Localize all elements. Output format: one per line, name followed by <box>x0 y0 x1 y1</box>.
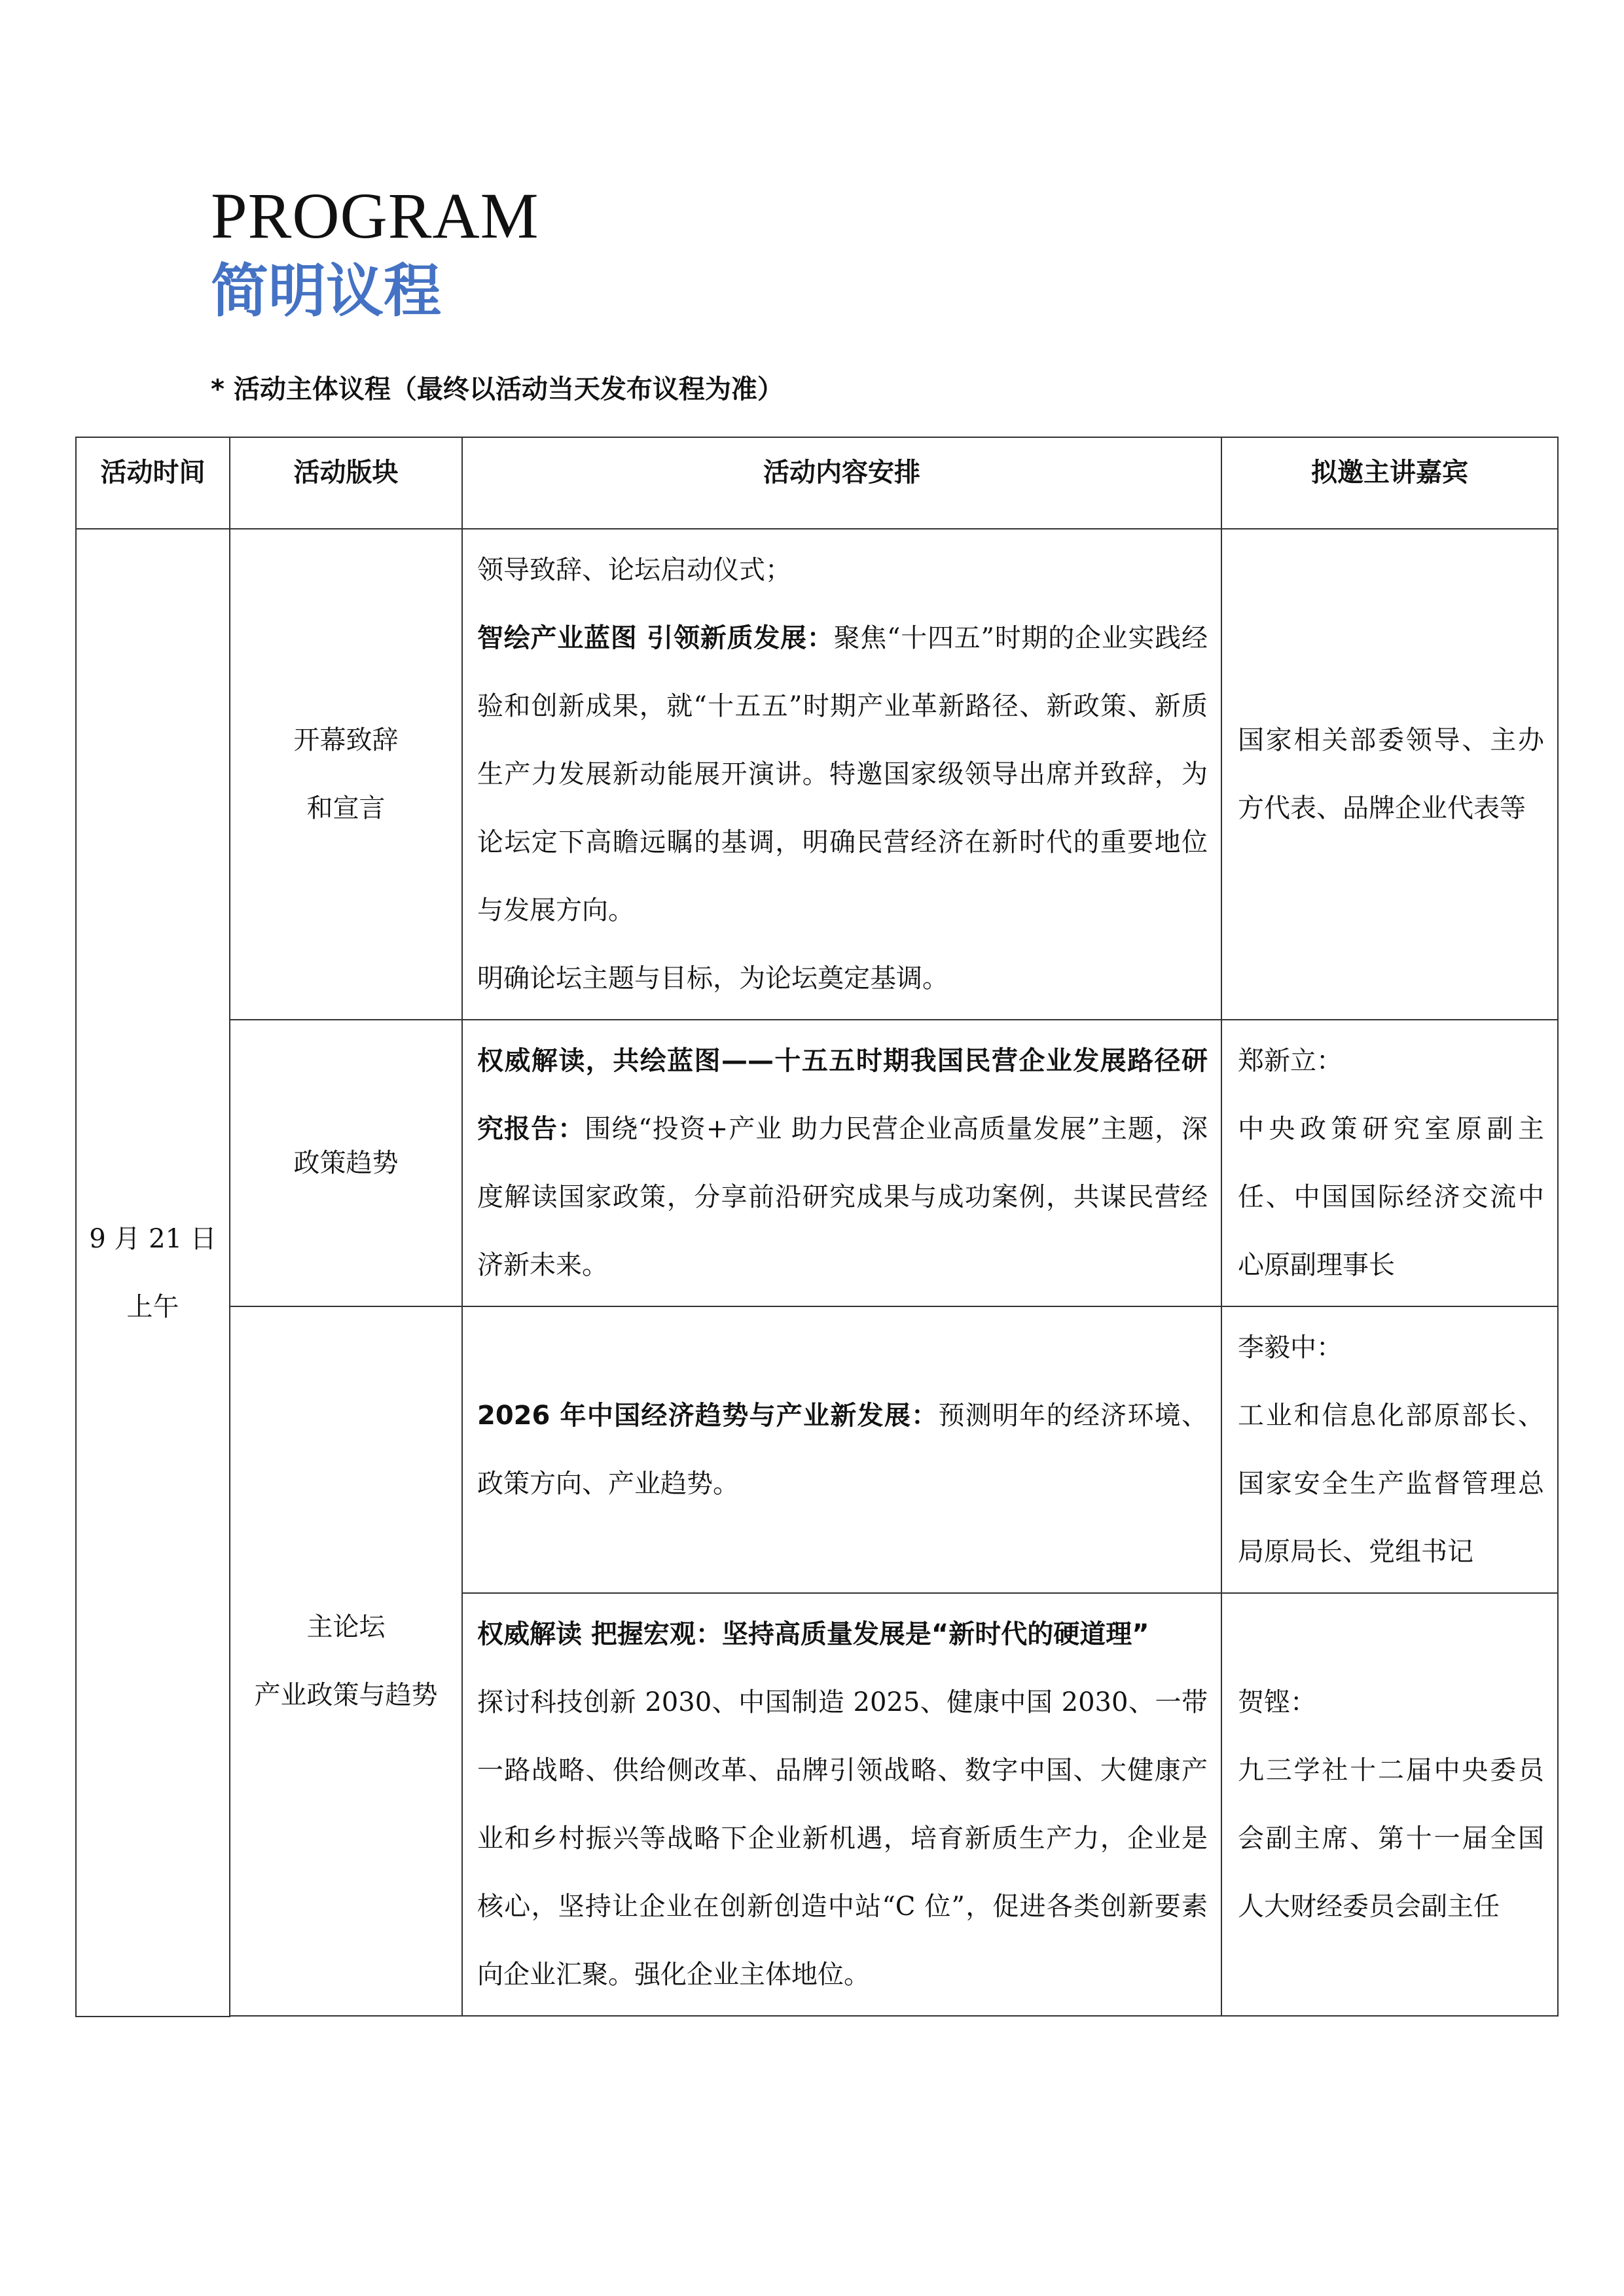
section-label: 和宣言 <box>306 793 386 823</box>
time-date: 9 月 21 日 <box>89 1223 217 1254</box>
section-cell <box>230 1020 462 1306</box>
guest-cell <box>1221 529 1558 1020</box>
content-cell <box>462 1020 1221 1306</box>
content-text: 领导致辞、论坛启动仪式； <box>477 555 791 585</box>
content-heading: 2026 年中国经济趋势与产业新发展： <box>477 1401 939 1431</box>
guest-cell <box>1221 1593 1558 2016</box>
content-heading: 权威解读 把握宏观：坚持高质量发展是“新时代的硬道理” <box>477 1619 1149 1649</box>
guest-title: 工业和信息化部原部长、国家安全生产监督管理总局原局长、党组书记 <box>1238 1401 1544 1567</box>
guest-name: 李毅中： <box>1238 1333 1343 1363</box>
content-heading: 智绘产业蓝图 引领新质发展： <box>477 623 834 653</box>
column-header-guest: 拟邀主讲嘉宾 <box>1221 437 1558 529</box>
time-period: 上午 <box>126 1291 179 1322</box>
section-label: 主论坛 <box>306 1612 386 1642</box>
content-text: 围绕“投资+产业 助力民营企业高质量发展”主题，深度解读国家政策，分享前沿研究成果与成功案例，共谋民营经济新未来。 <box>477 1114 1208 1280</box>
guest-title: 中央政策研究室原副主任、中国国际经济交流中心原副理事长 <box>1238 1114 1544 1280</box>
content-cell <box>462 1306 1221 1593</box>
column-header-content: 活动内容安排 <box>462 437 1221 529</box>
column-header-section: 活动版块 <box>230 437 462 529</box>
time-cell <box>76 529 230 2017</box>
content-cell <box>462 1593 1221 2016</box>
guest-name: 郑新立： <box>1238 1046 1343 1076</box>
table-row <box>76 529 1558 1020</box>
content-text: 聚焦“十四五”时期的企业实践经验和创新成果，就“十五五”时期产业革新路径、新政策、新质生产力发展新动能展开演讲。特邀国家级领导出席并致辞，为论坛定下高瞻远瞩的基调，明确民营经济在新时代的重要地位与发展方向。 <box>477 623 1208 925</box>
page-title-en: PROGRAM <box>211 179 539 252</box>
section-cell <box>230 1306 462 2016</box>
column-header-time: 活动时间 <box>76 437 230 529</box>
table-header-row <box>76 437 1558 529</box>
content-text: 明确论坛主题与目标，为论坛奠定基调。 <box>477 963 948 994</box>
guest-cell <box>1221 1306 1558 1593</box>
table-row <box>76 1306 1558 1593</box>
guest-name: 贺铿： <box>1238 1687 1316 1717</box>
section-label: 开幕致辞 <box>293 725 399 755</box>
content-text: 探讨科技创新 2030、中国制造 2025、健康中国 2030、一带一路战略、供给侧改革、品牌引领战略、数字中国、大健康产业和乡村振兴等战略下企业新机遇，培育新质生产力，企业是核心，坚持让企业在创新创造中站“C 位”，促进各类创新要素向企业汇聚。强化企业主体地位。 <box>477 1687 1208 1990</box>
content-text: 预测明年的经济环境、政策方向、产业趋势。 <box>477 1401 1208 1499</box>
agenda-table <box>75 437 1559 2017</box>
guest-title: 九三学社十二届中央委员会副主席、第十一届全国人大财经委员会副主任 <box>1238 1755 1544 1922</box>
agenda-note: * 活动主体议程（最终以活动当天发布议程为准） <box>211 374 784 404</box>
table-row <box>76 1020 1558 1306</box>
section-label: 产业政策与趋势 <box>254 1680 438 1710</box>
section-cell <box>230 529 462 1020</box>
section-label: 政策趋势 <box>293 1148 399 1178</box>
content-heading: 权威解读，共绘蓝图——十五五时期我国民营企业发展路径研究报告： <box>477 1046 1208 1144</box>
content-cell <box>462 529 1221 1020</box>
page-title-zh: 简明议程 <box>211 257 442 325</box>
guest-cell <box>1221 1020 1558 1306</box>
guest-text: 国家相关部委领导、主办方代表、品牌企业代表等 <box>1238 725 1544 823</box>
